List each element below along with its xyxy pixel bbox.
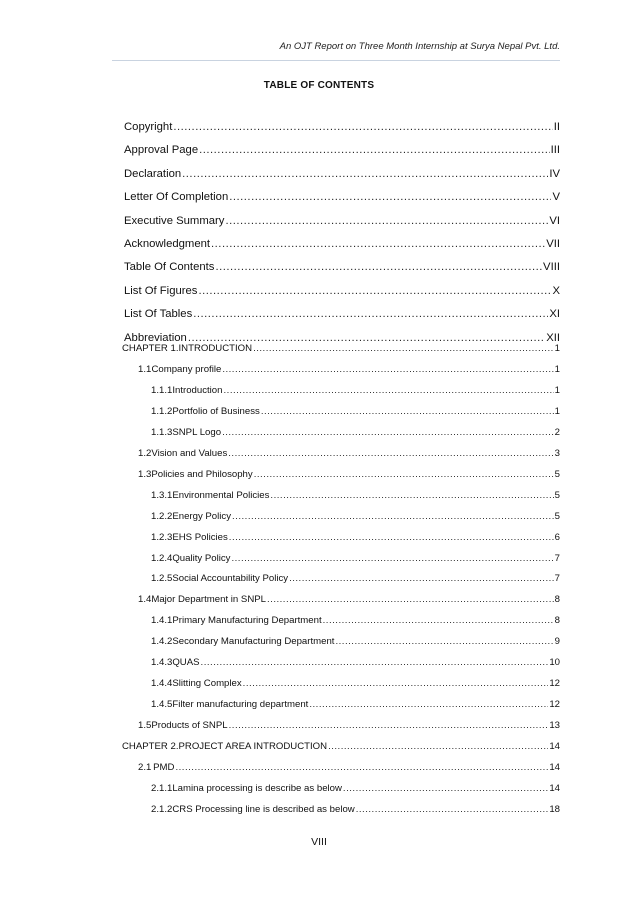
toc-subsection-item[interactable] [151,615,560,626]
toc-entry-page: VI [549,214,560,227]
toc-chapter-item[interactable] [122,741,560,752]
toc-entry-title: Lamina processing is describe as below [172,782,342,794]
toc-entry-title: Social Accountability Policy [172,573,289,585]
toc-entry-title: CRS Processing line is described as below [172,803,355,815]
dot-leader [261,406,554,417]
toc-entry-page: 12 [549,678,560,690]
toc-subsection-item[interactable] [151,657,560,668]
toc-entry-page: 6 [554,531,560,543]
toc-front-matter-item[interactable] [124,332,560,344]
toc-entry-number: 1.1.2 [151,405,173,417]
toc-entry-number: 1.1.1 [151,384,173,396]
dot-leader [198,285,551,297]
toc-subsection-item[interactable] [151,511,560,522]
dot-leader [328,741,548,752]
toc-subsection-item[interactable] [151,573,560,584]
toc-entry-page: 1 [554,343,560,354]
toc-front-matter-item[interactable] [124,191,560,203]
toc-section-item[interactable] [138,469,560,480]
toc-entry-page: IV [549,167,560,180]
dot-leader [222,364,553,375]
toc-entry-title: INTRODUCTION [178,343,253,354]
page-number: VIII [311,836,327,848]
toc-front-matter-item[interactable] [124,121,560,133]
toc-entry-number: 1.2.4 [151,552,173,564]
toc-entry-title: Slitting Complex [172,678,242,690]
toc-entry-number: 1.4.5 [151,699,173,711]
dot-leader [225,215,548,227]
toc-entry-number: 1.1.3 [151,426,173,438]
toc-entry-title: Copyright [124,121,173,133]
toc-entry-title: Environmental Policies [172,489,270,501]
toc-entry-page: 8 [554,615,560,627]
dot-leader [175,762,548,773]
toc-entry-number: 2.1.2 [151,803,173,815]
toc-entry-page: III [550,144,560,157]
dot-leader [343,783,548,794]
toc-entry-page: 8 [554,594,560,606]
toc-entry-number: 2.1 [138,762,152,773]
toc-section-item[interactable] [138,594,560,605]
toc-entry-page: 13 [549,720,560,732]
toc-entry-title: List Of Figures [124,284,198,297]
toc-entry-page: 5 [554,468,560,480]
toc-entry-title: Secondary Manufacturing Department [172,636,335,648]
toc-entry-number: 1.1 [138,363,152,375]
toc-subsection-item[interactable] [151,804,560,815]
toc-entry-page: 5 [554,489,560,501]
toc-front-matter-item[interactable] [124,144,560,156]
dot-leader [201,657,549,668]
toc-subsection-item[interactable] [151,385,560,396]
toc-entry-page: 2 [554,426,560,438]
toc-section-item[interactable] [138,364,560,375]
dot-leader [215,261,542,273]
dot-leader [223,385,553,396]
dot-leader [188,332,545,344]
toc-entry-number: 1.2.5 [151,573,173,585]
dot-leader [253,343,554,354]
toc-entry-page: 18 [549,803,560,815]
toc-entry-number: 1.3 [138,468,152,480]
toc-entry-title: PROJECT AREA INTRODUCTION [178,741,328,753]
toc-entry-title: PMD [153,762,175,773]
toc-entry-page: 7 [554,552,560,564]
dot-leader [231,553,553,564]
toc-entry-number: 1.4.1 [151,615,173,627]
dot-leader [323,615,554,626]
toc-entry-number: 1.4.2 [151,636,173,648]
toc-entry-title: Declaration [124,167,182,180]
dot-leader [193,308,548,320]
dot-leader [173,121,552,133]
toc-front-matter-item[interactable] [124,238,560,250]
dot-leader [182,168,548,180]
toc-entry-number: 1.2.3 [151,531,173,543]
toc-entry-page: 1 [554,363,560,375]
page-title: TABLE OF CONTENTS [263,80,375,91]
dot-leader [270,490,553,501]
toc-subsection-item[interactable] [151,699,560,710]
dot-leader [228,448,553,459]
toc-entry-title: Filter manufacturing department [172,699,309,711]
toc-entry-number: 1.5 [138,720,152,732]
toc-entry-page: II [553,121,560,133]
toc-entry-page: 12 [549,699,560,711]
dot-leader [309,699,548,710]
toc-entry-page: 14 [549,762,560,773]
dot-leader [289,573,554,584]
toc-entry-number: 1.4.4 [151,678,173,690]
toc-entry-page: 10 [549,657,560,669]
toc-subsection-item[interactable] [151,427,560,438]
toc-subsection-item[interactable] [151,532,560,543]
toc-entry-page: 14 [549,782,560,794]
toc-entry-number: CHAPTER 1. [122,343,179,354]
toc-front-matter-item[interactable] [124,168,560,180]
toc-entry-title: Letter Of Completion [124,191,229,204]
toc-entry-number: CHAPTER 2. [122,741,179,753]
toc-entry-page: 1 [554,405,560,417]
toc-subsection-item[interactable] [151,490,560,501]
toc-entry-title: Table Of Contents [124,261,215,274]
toc-entry-page: 7 [554,573,560,585]
dot-leader [229,532,554,543]
toc-entry-title: Primary Manufacturing Department [172,615,322,627]
toc-entry-title: Abbreviation [124,331,187,344]
toc-entry-page: 3 [554,447,560,459]
toc-chapter-item[interactable] [122,343,560,354]
toc-entry-number: 1.4.3 [151,657,173,669]
toc-front-matter-item[interactable] [124,308,560,320]
toc-subsection-item[interactable] [151,678,560,689]
toc-entry-page: X [552,284,560,297]
toc-entry-title: Products of SNPL [151,720,228,732]
dot-leader [232,511,554,522]
toc-entry-page: 9 [554,636,560,648]
toc-entry-title: Company profile [151,363,222,375]
toc-entry-page: 1 [554,384,560,396]
dot-leader [199,144,549,156]
header-rule [112,60,560,61]
toc-entry-title: Acknowledgment [124,238,211,250]
toc-section-item[interactable] [138,762,560,773]
toc-entry-title: Approval Page [124,144,199,157]
toc-entry-title: Portfolio of Business [172,405,260,417]
toc-entry-number: 2.1.1 [151,782,173,794]
toc-section-item[interactable] [138,448,560,459]
toc-entry-page: 14 [549,741,560,753]
toc-entry-title: QUAS [172,657,200,669]
toc-entry-title: Introduction [172,384,223,396]
toc-entry-title: Policies and Philosophy [151,468,253,480]
toc-section-item[interactable] [138,720,560,731]
toc-entry-page: 5 [554,510,560,522]
toc-entry-page: VIII [543,261,560,274]
toc-entry-title: SNPL Logo [172,426,222,438]
toc-entry-number: 1.4 [138,594,152,606]
toc-entry-number: 1.2.2 [151,510,173,522]
toc-entry-page: V [552,191,560,204]
toc-entry-title: Executive Summary [124,214,225,227]
toc-front-matter-item[interactable] [124,285,560,297]
dot-leader [267,594,554,605]
dot-leader [211,238,545,250]
toc-front-matter-item[interactable] [124,261,560,273]
toc-entry-title: EHS Policies [172,531,228,543]
toc-entry-title: Major Department in SNPL [151,594,266,606]
running-header: An OJT Report on Three Month Internship at Surya Nepal Pvt. Ltd. [279,41,560,52]
toc-subsection-item[interactable] [151,553,560,564]
toc-subsection-item[interactable] [151,406,560,417]
dot-leader [243,678,549,689]
toc-entry-page: XII [546,331,560,344]
toc-entry-title: Energy Policy [172,510,231,522]
toc-entry-title: List Of Tables [124,308,193,321]
toc-entry-page: VII [546,238,560,250]
toc-front-matter-item[interactable] [124,215,560,227]
dot-leader [254,469,554,480]
dot-leader [356,804,549,815]
toc-entry-number: 1.2 [138,447,152,459]
dot-leader [229,720,549,731]
toc-subsection-item[interactable] [151,636,560,647]
toc-entry-title: Quality Policy [172,552,231,564]
dot-leader [229,191,551,203]
dot-leader [222,427,554,438]
toc-entry-page: XI [549,308,560,321]
toc-entry-number: 1.3.1 [151,489,173,501]
toc-subsection-item[interactable] [151,783,560,794]
dot-leader [335,636,553,647]
toc-entry-title: Vision and Values [151,447,228,459]
